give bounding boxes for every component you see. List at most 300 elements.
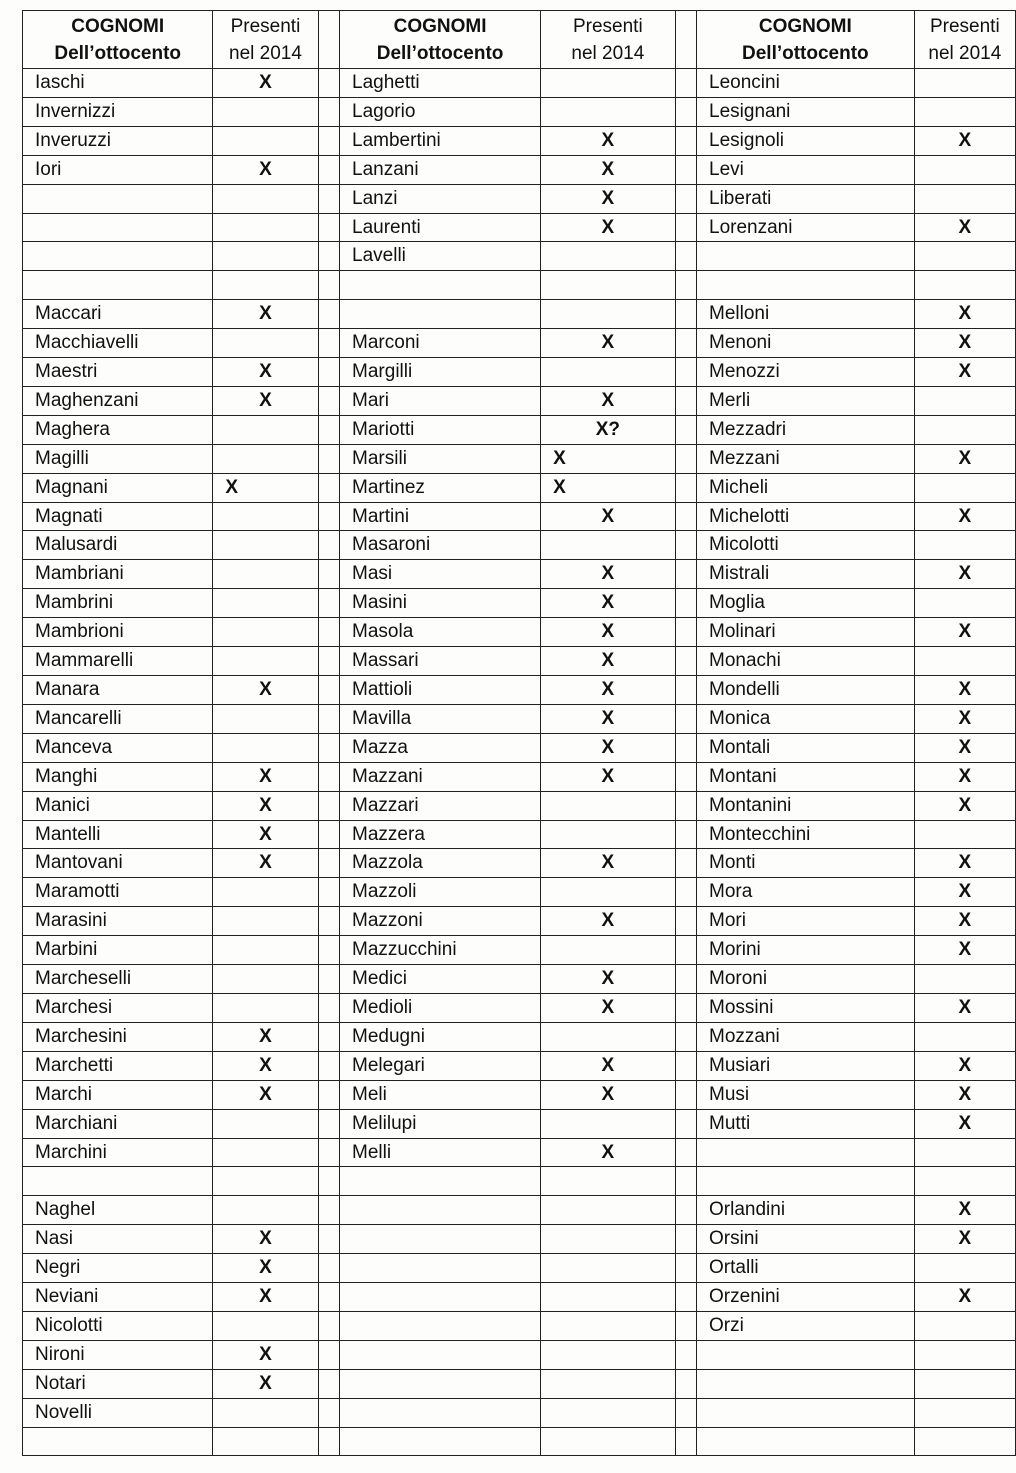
present-mark-cell: X [914, 329, 1015, 358]
present-mark-cell [541, 878, 675, 907]
present-mark-cell [541, 69, 675, 98]
present-mark-cell: X [914, 936, 1015, 965]
present-mark-cell: X [914, 676, 1015, 705]
present-mark-cell [914, 271, 1015, 300]
surname-cell: Masini [340, 589, 541, 618]
surname-cell: Mazzari [340, 791, 541, 820]
table-row [23, 444, 1016, 473]
column-gap [318, 473, 339, 502]
surname-cell: Nasi [23, 1225, 213, 1254]
present-mark-cell: X [213, 1051, 318, 1080]
table-row [23, 1427, 1016, 1456]
present-mark-cell [914, 531, 1015, 560]
present-mark-cell: X [541, 502, 675, 531]
table-row [23, 993, 1016, 1022]
surname-cell: Marchesi [23, 993, 213, 1022]
surname-cell: Moroni [697, 965, 915, 994]
present-mark-cell [213, 531, 318, 560]
column-gap [318, 444, 339, 473]
surname-cell: Mozzani [697, 1022, 915, 1051]
column-gap [318, 531, 339, 560]
surname-cell: Lambertini [340, 126, 541, 155]
present-mark-cell [213, 502, 318, 531]
present-mark-cell [541, 820, 675, 849]
present-mark-cell: X [541, 1051, 675, 1080]
column-gap [318, 1427, 339, 1456]
surname-cell: Marbini [23, 936, 213, 965]
surname-cell: Mora [697, 878, 915, 907]
present-mark-cell [914, 1138, 1015, 1167]
column-gap [318, 936, 339, 965]
present-mark-cell [541, 358, 675, 387]
surname-cell: Ortalli [697, 1254, 915, 1283]
present-mark-cell [914, 647, 1015, 676]
surname-cell: Mezzadri [697, 415, 915, 444]
surname-cell: Levi [697, 155, 915, 184]
header-label: Presenti [929, 15, 1000, 37]
present-mark-cell [541, 271, 675, 300]
table-row [23, 965, 1016, 994]
surname-cell: Malusardi [23, 531, 213, 560]
present-mark-cell: X [541, 184, 675, 213]
table-row [23, 1167, 1016, 1196]
present-mark-cell: X [541, 733, 675, 762]
surname-cell: Masola [340, 618, 541, 647]
present-mark-cell: X [914, 762, 1015, 791]
surname-cell: Laurenti [340, 213, 541, 242]
present-mark-cell: X [213, 1254, 318, 1283]
column-gap [675, 849, 696, 878]
present-mark-cell: X [914, 618, 1015, 647]
surname-column-header [340, 11, 541, 69]
column-gap [675, 1398, 696, 1427]
table-row [23, 213, 1016, 242]
column-gap [675, 1225, 696, 1254]
present-mark-cell [541, 1398, 675, 1427]
surname-cell: Melegari [340, 1051, 541, 1080]
table-row [23, 1109, 1016, 1138]
column-gap [318, 820, 339, 849]
present-mark-cell [914, 473, 1015, 502]
surname-cell: Musiari [697, 1051, 915, 1080]
table-row [23, 1311, 1016, 1340]
surname-cell: Marsili [340, 444, 541, 473]
present-mark-cell: X [914, 126, 1015, 155]
column-gap [318, 1138, 339, 1167]
present-mark-cell: X [914, 704, 1015, 733]
present-mark-cell: X [541, 473, 675, 502]
present-mark-cell [541, 1109, 675, 1138]
present-mark-cell [541, 1254, 675, 1283]
column-gap [318, 1254, 339, 1283]
table-row [23, 618, 1016, 647]
surname-cell: Marconi [340, 329, 541, 358]
present-mark-cell: X [541, 993, 675, 1022]
present-mark-cell [914, 1022, 1015, 1051]
surname-cell: Lesignani [697, 97, 915, 126]
present-mark-cell: X [541, 907, 675, 936]
present-mark-cell [914, 386, 1015, 415]
present-mark-cell [213, 1167, 318, 1196]
column-gap [318, 69, 339, 98]
surname-cell [340, 1283, 541, 1312]
column-gap [318, 907, 339, 936]
present-mark-cell [213, 184, 318, 213]
present-mark-cell: X [213, 1080, 318, 1109]
present-mark-cell: X [541, 329, 675, 358]
column-gap [318, 97, 339, 126]
table-row [23, 1051, 1016, 1080]
column-gap [318, 993, 339, 1022]
present-mark-cell [213, 271, 318, 300]
column-gap [318, 849, 339, 878]
surname-cell: Inveruzzi [23, 126, 213, 155]
surname-cell [697, 1138, 915, 1167]
surname-cell: Merli [697, 386, 915, 415]
surname-cell: Mazzera [340, 820, 541, 849]
present-mark-cell: X [914, 1225, 1015, 1254]
present-mark-cell [914, 965, 1015, 994]
present-mark-cell [541, 1196, 675, 1225]
surname-column-header [23, 11, 213, 69]
column-gap [675, 560, 696, 589]
table-row [23, 473, 1016, 502]
column-gap [318, 1080, 339, 1109]
present-mark-cell [541, 1427, 675, 1456]
present-mark-cell [914, 1254, 1015, 1283]
column-gap [318, 560, 339, 589]
surname-cell: Marchesini [23, 1022, 213, 1051]
present-mark-cell [541, 1369, 675, 1398]
surname-cell: Marchiani [23, 1109, 213, 1138]
surname-cell: Mori [697, 907, 915, 936]
surname-cell: Marcheselli [23, 965, 213, 994]
column-gap [318, 126, 339, 155]
surname-cell [697, 1427, 915, 1456]
present-mark-cell: X [541, 213, 675, 242]
surname-cell: Macchiavelli [23, 329, 213, 358]
present-mark-cell: X [541, 155, 675, 184]
column-gap [675, 1283, 696, 1312]
present-mark-cell [213, 618, 318, 647]
present-mark-cell: X [541, 444, 675, 473]
surname-cell: Marchetti [23, 1051, 213, 1080]
surname-cell: Medioli [340, 993, 541, 1022]
present-mark-cell [914, 1311, 1015, 1340]
table-row [23, 1398, 1016, 1427]
column-gap [675, 1138, 696, 1167]
surname-cell: Liberati [697, 184, 915, 213]
column-gap [675, 878, 696, 907]
table-row [23, 1369, 1016, 1398]
present-column-header [213, 11, 318, 69]
surname-cell: Manghi [23, 762, 213, 791]
surname-cell: Moglia [697, 589, 915, 618]
surname-cell: Montani [697, 762, 915, 791]
surname-cell [340, 1427, 541, 1456]
surname-cell [340, 1254, 541, 1283]
surname-cell [340, 1398, 541, 1427]
surname-cell: Lanzi [340, 184, 541, 213]
present-mark-cell: X [541, 126, 675, 155]
column-gap [318, 1369, 339, 1398]
column-gap [318, 1196, 339, 1225]
present-mark-cell [914, 184, 1015, 213]
column-gap [318, 733, 339, 762]
column-gap [318, 589, 339, 618]
table-row [23, 242, 1016, 271]
surname-cell [23, 213, 213, 242]
surname-cell [697, 1398, 915, 1427]
table-row [23, 300, 1016, 329]
surname-cell: Masaroni [340, 531, 541, 560]
surname-cell [23, 242, 213, 271]
column-gap [318, 415, 339, 444]
present-mark-cell: X [914, 300, 1015, 329]
present-mark-cell [914, 1427, 1015, 1456]
present-mark-cell [213, 560, 318, 589]
present-mark-cell: X [213, 1283, 318, 1312]
column-gap [675, 1196, 696, 1225]
surname-cell [340, 1196, 541, 1225]
column-gap [318, 358, 339, 387]
table-row [23, 358, 1016, 387]
table-row [23, 878, 1016, 907]
present-mark-cell [914, 589, 1015, 618]
surname-cell: Marasini [23, 907, 213, 936]
present-mark-cell: X [213, 473, 318, 502]
surname-cell: Marchi [23, 1080, 213, 1109]
table-row [23, 1225, 1016, 1254]
column-gap [675, 329, 696, 358]
table-row [23, 1283, 1016, 1312]
column-gap [318, 878, 339, 907]
present-mark-cell: X [213, 358, 318, 387]
column-gap [318, 1225, 339, 1254]
column-gap [318, 242, 339, 271]
present-mark-cell [213, 878, 318, 907]
column-gap [318, 1022, 339, 1051]
surname-cell: Mazzoli [340, 878, 541, 907]
column-gap [675, 1311, 696, 1340]
column-gap [318, 1051, 339, 1080]
surname-cell: Morini [697, 936, 915, 965]
present-mark-cell [914, 1340, 1015, 1369]
column-gap [318, 1311, 339, 1340]
column-gap [675, 531, 696, 560]
surname-cell: Mondelli [697, 676, 915, 705]
present-mark-cell [914, 69, 1015, 98]
present-mark-cell [541, 97, 675, 126]
present-mark-cell: X [213, 791, 318, 820]
table-row [23, 69, 1016, 98]
present-mark-cell: X [914, 733, 1015, 762]
column-gap [318, 1283, 339, 1312]
surname-cell: Lanzani [340, 155, 541, 184]
surname-cell: Melli [340, 1138, 541, 1167]
surname-cell: Marchini [23, 1138, 213, 1167]
present-mark-cell: X [213, 676, 318, 705]
surname-cell: Molinari [697, 618, 915, 647]
column-gap [675, 1022, 696, 1051]
present-mark-cell [541, 1283, 675, 1312]
surname-cell: Neviani [23, 1283, 213, 1312]
surname-cell: Manceva [23, 733, 213, 762]
table-row [23, 820, 1016, 849]
surnames-table [22, 10, 1016, 1456]
surname-cell: Mambrioni [23, 618, 213, 647]
column-gap [318, 213, 339, 242]
column-gap [318, 155, 339, 184]
present-mark-cell: X [213, 762, 318, 791]
surname-cell: Manici [23, 791, 213, 820]
column-gap [675, 1340, 696, 1369]
table-row [23, 647, 1016, 676]
present-mark-cell [213, 126, 318, 155]
present-mark-cell [541, 531, 675, 560]
column-gap [318, 791, 339, 820]
present-mark-cell [213, 1427, 318, 1456]
surname-cell: Iaschi [23, 69, 213, 98]
table-row [23, 589, 1016, 618]
column-gap [318, 1398, 339, 1427]
surname-cell: Mantelli [23, 820, 213, 849]
present-mark-cell: X [213, 386, 318, 415]
column-gap [318, 704, 339, 733]
column-gap [675, 965, 696, 994]
surname-cell [340, 1340, 541, 1369]
present-column-header [914, 11, 1015, 69]
surname-cell: Maghera [23, 415, 213, 444]
column-gap [675, 791, 696, 820]
table-row [23, 1254, 1016, 1283]
present-mark-cell [541, 791, 675, 820]
table-row [23, 791, 1016, 820]
surname-cell: Orlandini [697, 1196, 915, 1225]
header-label: nel 2014 [571, 42, 645, 64]
surname-cell: Mantovani [23, 849, 213, 878]
column-gap [675, 1254, 696, 1283]
surname-cell: Negri [23, 1254, 213, 1283]
table-row [23, 704, 1016, 733]
column-gap [318, 1340, 339, 1369]
column-gap [675, 126, 696, 155]
surname-cell: Magnati [23, 502, 213, 531]
column-gap [675, 704, 696, 733]
present-mark-cell: X [213, 1225, 318, 1254]
header-label: Presenti [572, 15, 643, 37]
surname-cell: Nicolotti [23, 1311, 213, 1340]
present-mark-cell: X [213, 155, 318, 184]
surname-cell [697, 1167, 915, 1196]
surname-cell: Monti [697, 849, 915, 878]
surname-cell [23, 1167, 213, 1196]
surname-cell: Orzi [697, 1311, 915, 1340]
surname-cell: Lorenzani [697, 213, 915, 242]
present-mark-cell: X [541, 589, 675, 618]
surname-cell: Laghetti [340, 69, 541, 98]
table-body [23, 69, 1016, 1456]
present-mark-cell: X [541, 1080, 675, 1109]
present-mark-cell [213, 213, 318, 242]
present-mark-cell [541, 936, 675, 965]
table-row [23, 907, 1016, 936]
present-mark-cell [213, 936, 318, 965]
present-mark-cell: X [541, 560, 675, 589]
present-mark-cell [213, 907, 318, 936]
surname-cell: Manara [23, 676, 213, 705]
table-row [23, 329, 1016, 358]
column-gap [675, 1427, 696, 1456]
surname-cell: Nironi [23, 1340, 213, 1369]
column-gap [675, 213, 696, 242]
header-label: Dell’ottocento [54, 42, 182, 64]
column-gap [318, 1167, 339, 1196]
table-row [23, 560, 1016, 589]
column-gap [675, 936, 696, 965]
table-row [23, 676, 1016, 705]
column-gap [675, 473, 696, 502]
surname-cell: Iori [23, 155, 213, 184]
surname-cell: Leoncini [697, 69, 915, 98]
surname-cell [697, 1340, 915, 1369]
column-gap [675, 444, 696, 473]
column-gap [675, 271, 696, 300]
table-row [23, 126, 1016, 155]
column-gap [675, 184, 696, 213]
table-row [23, 1022, 1016, 1051]
column-gap [675, 1109, 696, 1138]
present-mark-cell: X [914, 849, 1015, 878]
column-gap [318, 271, 339, 300]
present-mark-cell [213, 965, 318, 994]
surname-cell: Mammarelli [23, 647, 213, 676]
surname-cell [697, 1369, 915, 1398]
present-mark-cell [541, 300, 675, 329]
surname-cell: Mambrini [23, 589, 213, 618]
surname-cell [340, 1311, 541, 1340]
surname-cell: Lavelli [340, 242, 541, 271]
surname-cell: Orzenini [697, 1283, 915, 1312]
present-mark-cell [541, 1022, 675, 1051]
present-column-header [541, 11, 675, 69]
present-mark-cell: X [541, 762, 675, 791]
present-mark-cell [213, 647, 318, 676]
surname-cell: Massari [340, 647, 541, 676]
present-mark-cell [914, 97, 1015, 126]
surname-cell: Maghenzani [23, 386, 213, 415]
surname-cell: Monica [697, 704, 915, 733]
present-mark-cell: X [541, 704, 675, 733]
surname-cell: Magilli [23, 444, 213, 473]
column-gap [318, 618, 339, 647]
present-mark-cell: X [213, 1369, 318, 1398]
surname-cell: Meli [340, 1080, 541, 1109]
header-row [23, 11, 1016, 69]
present-mark-cell: X [914, 560, 1015, 589]
surname-cell: Mariotti [340, 415, 541, 444]
present-mark-cell [213, 444, 318, 473]
present-mark-cell: X [541, 1138, 675, 1167]
table-row [23, 1138, 1016, 1167]
present-mark-cell [213, 993, 318, 1022]
header-label: nel 2014 [229, 42, 302, 64]
table-row [23, 1080, 1016, 1109]
present-mark-cell: X [914, 444, 1015, 473]
header-label: COGNOMI [393, 15, 487, 37]
column-gap [318, 329, 339, 358]
table-row [23, 733, 1016, 762]
